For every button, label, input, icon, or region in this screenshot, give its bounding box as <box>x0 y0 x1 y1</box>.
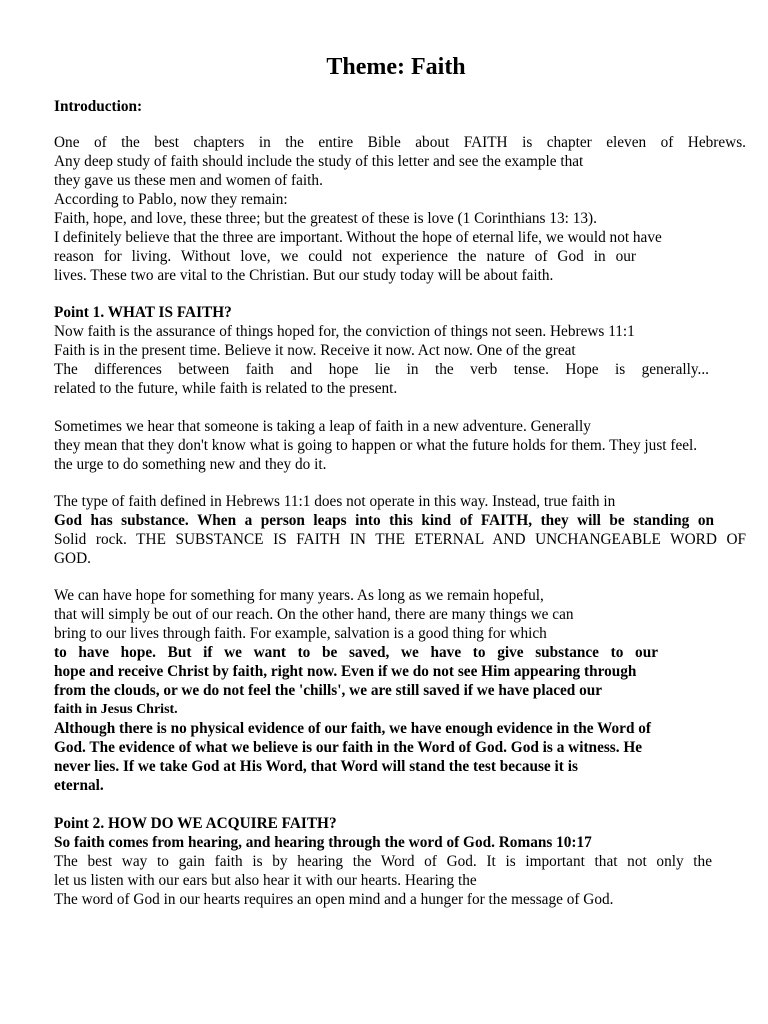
intro-line: reason for living. Without love, we could not experience the nature of God in our <box>54 248 636 265</box>
point1-line-bold: faith in Jesus Christ. <box>54 702 178 717</box>
point1-line: Faith is in the present time. Believe it now. Receive it now. Act now. One of the great <box>54 342 576 359</box>
point1-line-bold: to have hope. But if we want to be saved, we have to give substance to our <box>54 644 658 661</box>
introduction-heading: Introduction: <box>54 98 143 115</box>
point1-line: bring to our lives through faith. For example, salvation is a good thing for which <box>54 625 547 642</box>
point1-line: related to the future, while faith is related to the present. <box>54 380 398 397</box>
intro-line: One of the best chapters in the entire Bible about FAITH is chapter eleven of Hebrews. <box>54 134 746 151</box>
point2-heading: Point 2. HOW DO WE ACQUIRE FAITH? <box>54 815 337 832</box>
point1-line-bold: Although there is no physical evidence of our faith, we have enough evidence in the Word of <box>54 720 652 737</box>
intro-line: According to Pablo, now they remain: <box>54 191 288 208</box>
point1-line: The type of faith defined in Hebrews 11:1 does not operate in this way. Instead, true faith in <box>54 493 616 510</box>
point1-line: they mean that they don't know what is going to happen or what the future holds for them. They just feel. <box>54 437 698 454</box>
intro-line: Any deep study of faith should include the study of this letter and see the example that <box>54 153 584 170</box>
point1-line-part: Solid rock. THE SUBSTANCE IS FAITH IN THE ETERNAL AND UNCHANGEABLE WORD OF <box>54 531 746 548</box>
point1-line: that will simply be out of our reach. On the other hand, there are many things we can <box>54 606 574 623</box>
intro-line: they gave us these men and women of faith. <box>54 172 323 189</box>
page-title: Theme: Faith <box>326 54 466 80</box>
point1-line: The differences between faith and hope lie in the verb tense. Hope is generally... <box>54 361 709 378</box>
point2-line-bold: So faith comes from hearing, and hearing through the word of God. Romans 10:17 <box>54 834 592 851</box>
point2-line: The best way to gain faith is by hearing the Word of God. It is important that not only the <box>54 853 712 870</box>
point1-line-bold: eternal. <box>54 777 104 794</box>
point1-line-bold: from the clouds, or we do not feel the 'chills', we are still saved if we have placed our <box>54 682 603 699</box>
point1-line-bold: hope and receive Christ by faith, right now. Even if we do not see Him appearing through <box>54 663 637 680</box>
point1-line-bold: never lies. If we take God at His Word, that Word will stand the test because it is <box>54 758 578 775</box>
point1-line: GOD. <box>54 550 91 567</box>
intro-line: lives. These two are vital to the Christian. But our study today will be about faith. <box>54 267 554 284</box>
point1-line: Sometimes we hear that someone is taking a leap of faith in a new adventure. Generally <box>54 418 591 435</box>
point1-line: Now faith is the assurance of things hoped for, the conviction of things not seen. Hebrews 11:1 <box>54 323 635 340</box>
intro-line: I definitely believe that the three are important. Without the hope of eternal life, we would not have <box>54 229 662 246</box>
point1-heading: Point 1. WHAT IS FAITH? <box>54 304 232 321</box>
point2-line: let us listen with our ears but also hear it with our hearts. Hearing the <box>54 872 477 889</box>
point2-line: The word of God in our hearts requires an open mind and a hunger for the message of God. <box>54 891 614 908</box>
point1-line: the urge to do something new and they do it. <box>54 456 327 473</box>
point1-line: We can have hope for something for many years. As long as we remain hopeful, <box>54 587 544 604</box>
intro-line: Faith, hope, and love, these three; but the greatest of these is love (1 Corinthians 13: 13). <box>54 210 597 227</box>
point1-line <box>54 531 746 550</box>
point1-line-bold: God. The evidence of what we believe is our faith in the Word of God. God is a witness. He <box>54 739 643 756</box>
point1-line-bold: God has substance. When a person leaps into this kind of FAITH, they will be standing on <box>54 512 714 529</box>
